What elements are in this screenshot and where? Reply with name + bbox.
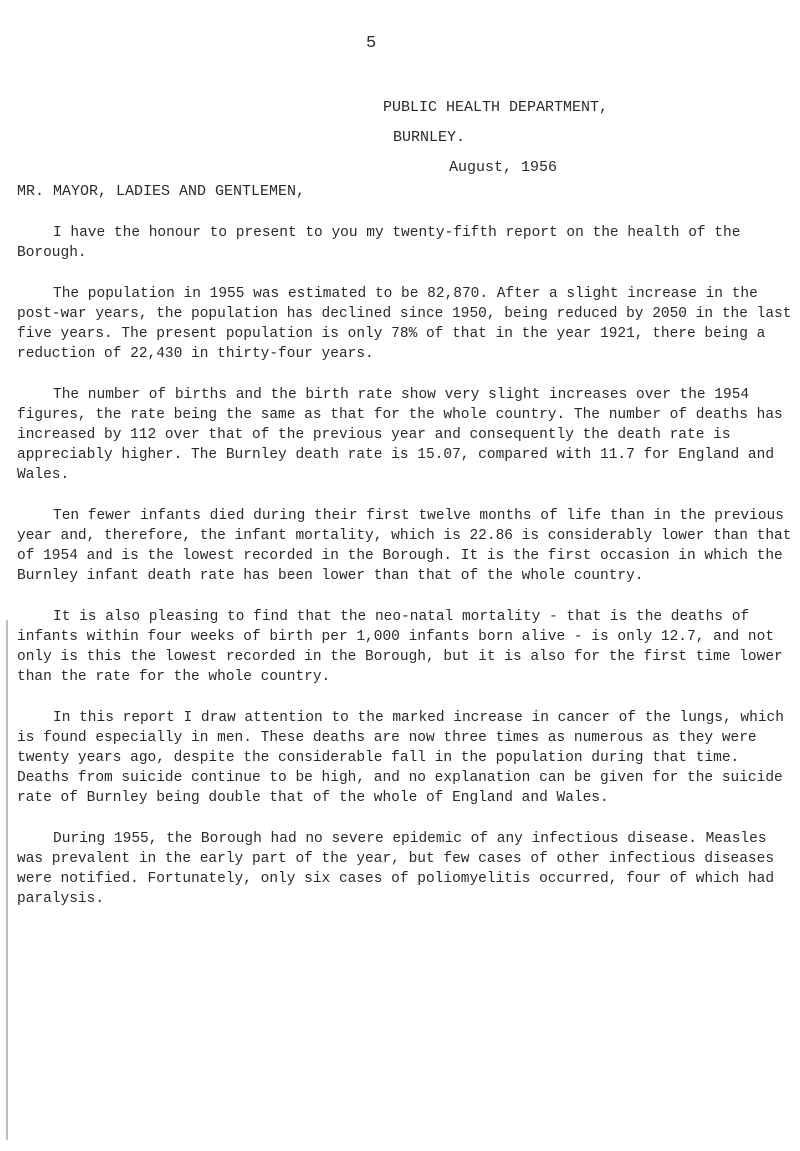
letter-header <box>383 93 608 183</box>
salutation: MR. MAYOR, LADIES AND GENTLEMEN, <box>17 183 306 200</box>
paragraph-births-deaths: The number of births and the birth rate show very slight increases over the 1954 figures, the rate being the same as that for the whole country. The number of deaths has increased by 112 over that of the previous year and consequently the death rate is appreciably higher. The Burnley death rate is 15.07, compared with 11.7 for England and Wales. <box>17 387 783 483</box>
scan-edge-divider <box>6 620 8 1140</box>
page-number: 5 <box>366 34 377 53</box>
report-body <box>17 223 795 930</box>
paragraph-lung-cancer: In this report I draw attention to the marked increase in cancer of the lungs, which is found especially in men. These deaths are now three times as numerous as they were twenty years ago, despite the considerable fall in the population during that time. Deaths from suicide continue to be high, and no explanation can be given for the suicide rate of Burnley being double that of the whole of England and Wales. <box>17 710 784 806</box>
paragraph-neonatal-mortality: It is also pleasing to find that the neo-natal mortality - that is the deaths of infants within four weeks of birth per 1,000 infants born alive - is only 12.7, and not only is this the lowest recorded in the Borough, but it is also for the first time lower than the rate for the whole country. <box>17 609 783 685</box>
paragraph-population: The population in 1955 was estimated to be 82,870. After a slight increase in the post-war years, the population has declined since 1950, being reduced by 2050 in the last five years. The present population is only 78% of that in the year 1921, there being a reduction of 22,430 in thirty-four years. <box>17 286 792 362</box>
paragraph-intro: I have the honour to present to you my twenty-fifth report on the health of the Borough. <box>17 225 741 261</box>
department-name: PUBLIC HEALTH DEPARTMENT, <box>383 99 609 116</box>
report-date: August, 1956 <box>449 159 558 176</box>
paragraph-infant-mortality: Ten fewer infants died during their first twelve months of life than in the previous year and, therefore, the infant mortality, which is 22.86 is considerably lower than that of 1954 and is the lowest recorded in the Borough. It is the first occasion in which the Burnley infant death rate has been lower than that of the whole country. <box>17 508 792 584</box>
paragraph-infectious-disease: During 1955, the Borough had no severe epidemic of any infectious disease. Measles was prevalent in the early part of the year, but few cases of other infectious diseases were notified. Fortunately, only six cases of poliomyelitis occurred, four of which had paralysis. <box>17 831 775 907</box>
town-name: BURNLEY. <box>393 129 466 146</box>
